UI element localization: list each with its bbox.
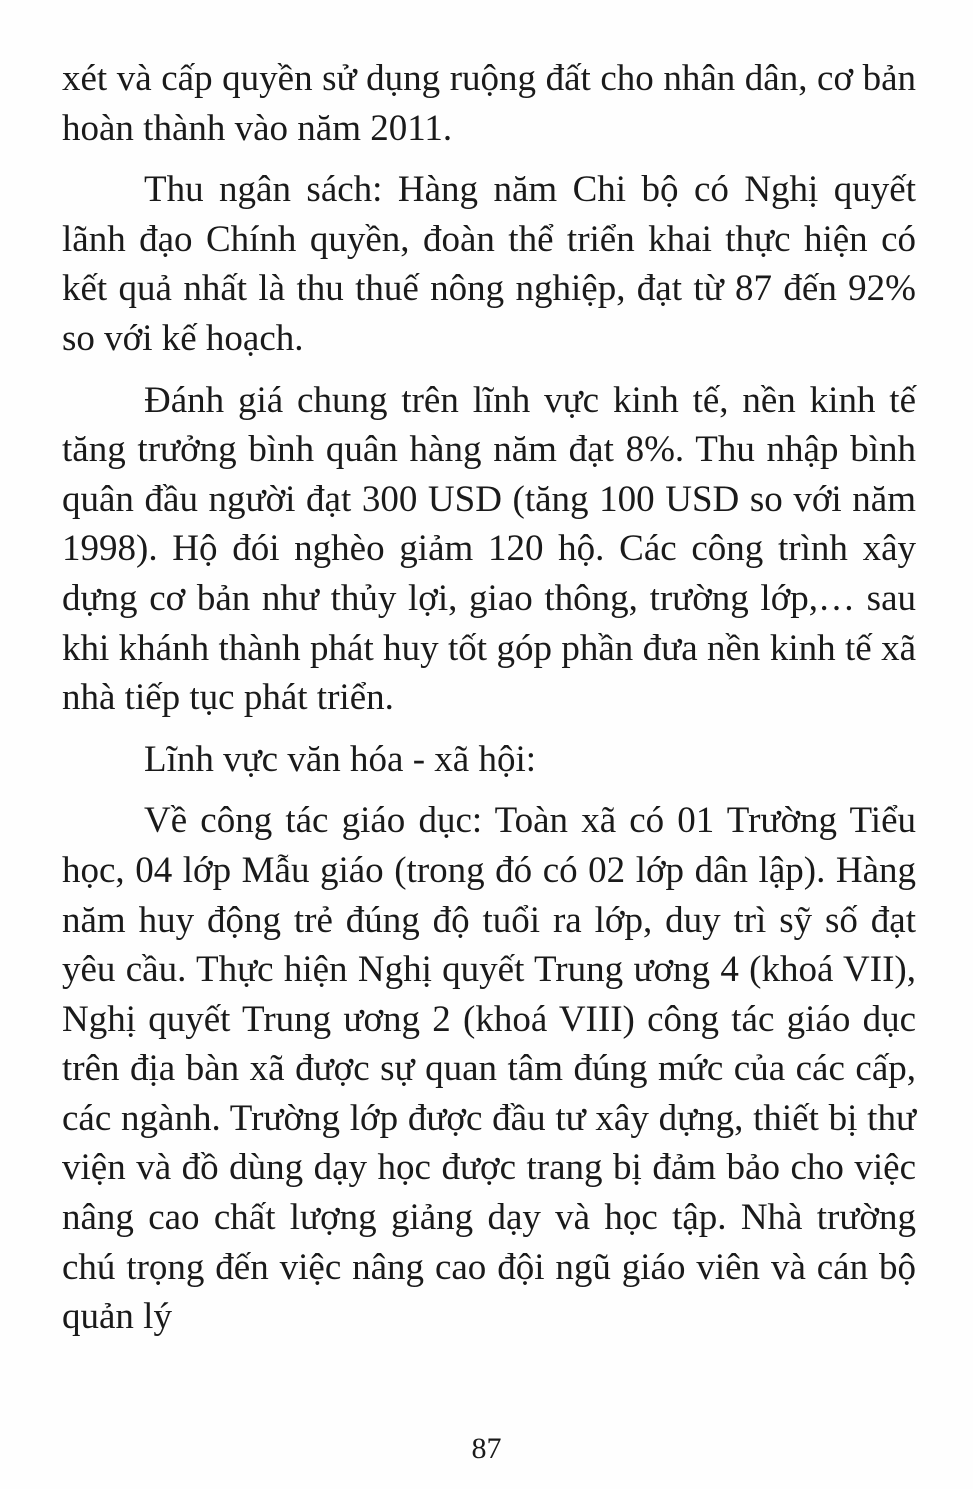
section-heading-culture-society: Lĩnh vực văn hóa - xã hội: xyxy=(144,738,537,780)
paragraph-budget: Thu ngân sách: Hàng năm Chi bộ có Nghị quyết lãnh đạo Chính quyền, đoàn thể triển khai thực hiện có kết quả nhất là thu thuế nông nghiệp, đạt từ 87 đến 92% so với kế hoạch. xyxy=(62,169,916,359)
paragraph-education: Về công tác giáo dục: Toàn xã có 01 Trường Tiểu học, 04 lớp Mẫu giáo (trong đó có 02 lớp dân lập). Hàng năm huy động trẻ đúng độ tuổi ra lớp, duy trì sỹ số đạt yêu cầu. Thực hiện Nghị quyết Trung ương 4 (khoá VII), Nghị quyết Trung ương 2 (khoá VIII) công tác giáo dục trên địa bàn xã được sự quan tâm đúng mức của các cấp, các ngành. Trường lớp được đầu tư xây dựng, thiết bị thư viện và đồ dùng dạy học được trang bị đảm bảo cho việc nâng cao chất lượng giảng dạy và học tập. Nhà trường chú trọng đến việc nâng cao đội ngũ giáo viên và cán bộ quản lý xyxy=(62,800,916,1338)
paragraph-continuation: xét và cấp quyền sử dụng ruộng đất cho nhân dân, cơ bản hoàn thành vào năm 2011. xyxy=(62,58,916,149)
page-number: 87 xyxy=(471,1432,502,1465)
paragraph-economic-assessment: Đánh giá chung trên lĩnh vực kinh tế, nền kinh tế tăng trưởng bình quân hàng năm đạt 8%. Thu nhập bình quân đầu người đạt 300 USD (tăng 100 USD so với năm 1998). Hộ đói nghèo giảm 120 hộ. Các công trình xây dựng cơ bản như thủy lợi, giao thông, trường lớp,… sau khi khánh thành phát huy tốt góp phần đưa nền kinh tế xã nhà tiếp tục phát triển. xyxy=(62,379,916,719)
body-text xyxy=(62,54,916,1354)
